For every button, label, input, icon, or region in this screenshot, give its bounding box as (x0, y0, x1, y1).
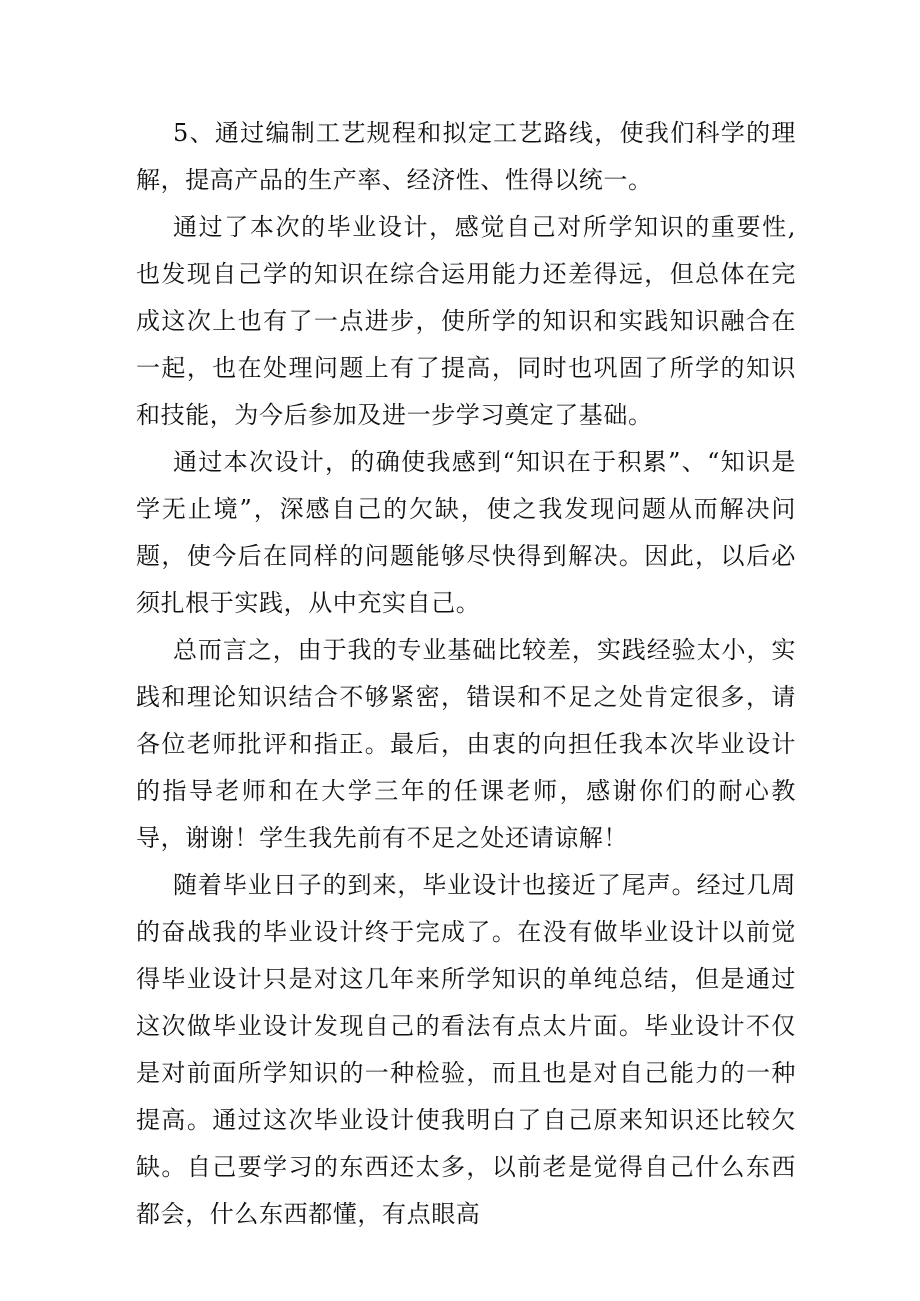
paragraph-acknowledgement: 总而言之，由于我的专业基础比较差，实践经验太小，实践和理论知识结合不够紧密，错误和不足之处肯定很多，请各位老师批评和指正。最后，由衷的向担任我本次毕业设计的指导老师和在大学三年的任课老师，感谢你们的耐心教导，谢谢！学生我先前有不足之处还请谅解！ (136, 636, 796, 852)
document-body (136, 110, 796, 1238)
paragraph-design-reflection: 通过了本次的毕业设计，感觉自己对所学知识的重要性,也发现自己学的知识在综合运用能力还差得远，但总体在完成这次上也有了一点进步，使所学的知识和实践知识融合在一起，也在处理问题上有了提高，同时也巩固了所学的知识和技能，为今后参加及进一步学习奠定了基础。 (136, 213, 796, 429)
paragraph-knowledge-accumulation: 通过本次设计，的确使我感到“知识在于积累”、“知识是学无止境”，深感自己的欠缺，使之我发现问题从而解决问题，使今后在同样的问题能够尽快得到解决。因此，以后必须扎根于实践，从中充实自己。 (136, 448, 796, 617)
paragraph-graduation-conclusion: 随着毕业日子的到来，毕业设计也接近了尾声。经过几周的奋战我的毕业设计终于完成了。在没有做毕业设计以前觉得毕业设计只是对这几年来所学知识的单纯总结，但是通过这次做毕业设计发现自己的看法有点太片面。毕业设计不仅是对前面所学知识的一种检验，而且也是对自己能力的一种提高。通过这次毕业设计使我明白了自己原来知识还比较欠缺。自己要学习的东西还太多，以前老是觉得自己什么东西都会，什么东西都懂，有点眼高 (136, 871, 796, 1228)
paragraph-process-planning: 5、通过编制工艺规程和拟定工艺路线，使我们科学的理解，提高产品的生产率、经济性、性得以统一。 (136, 119, 796, 194)
